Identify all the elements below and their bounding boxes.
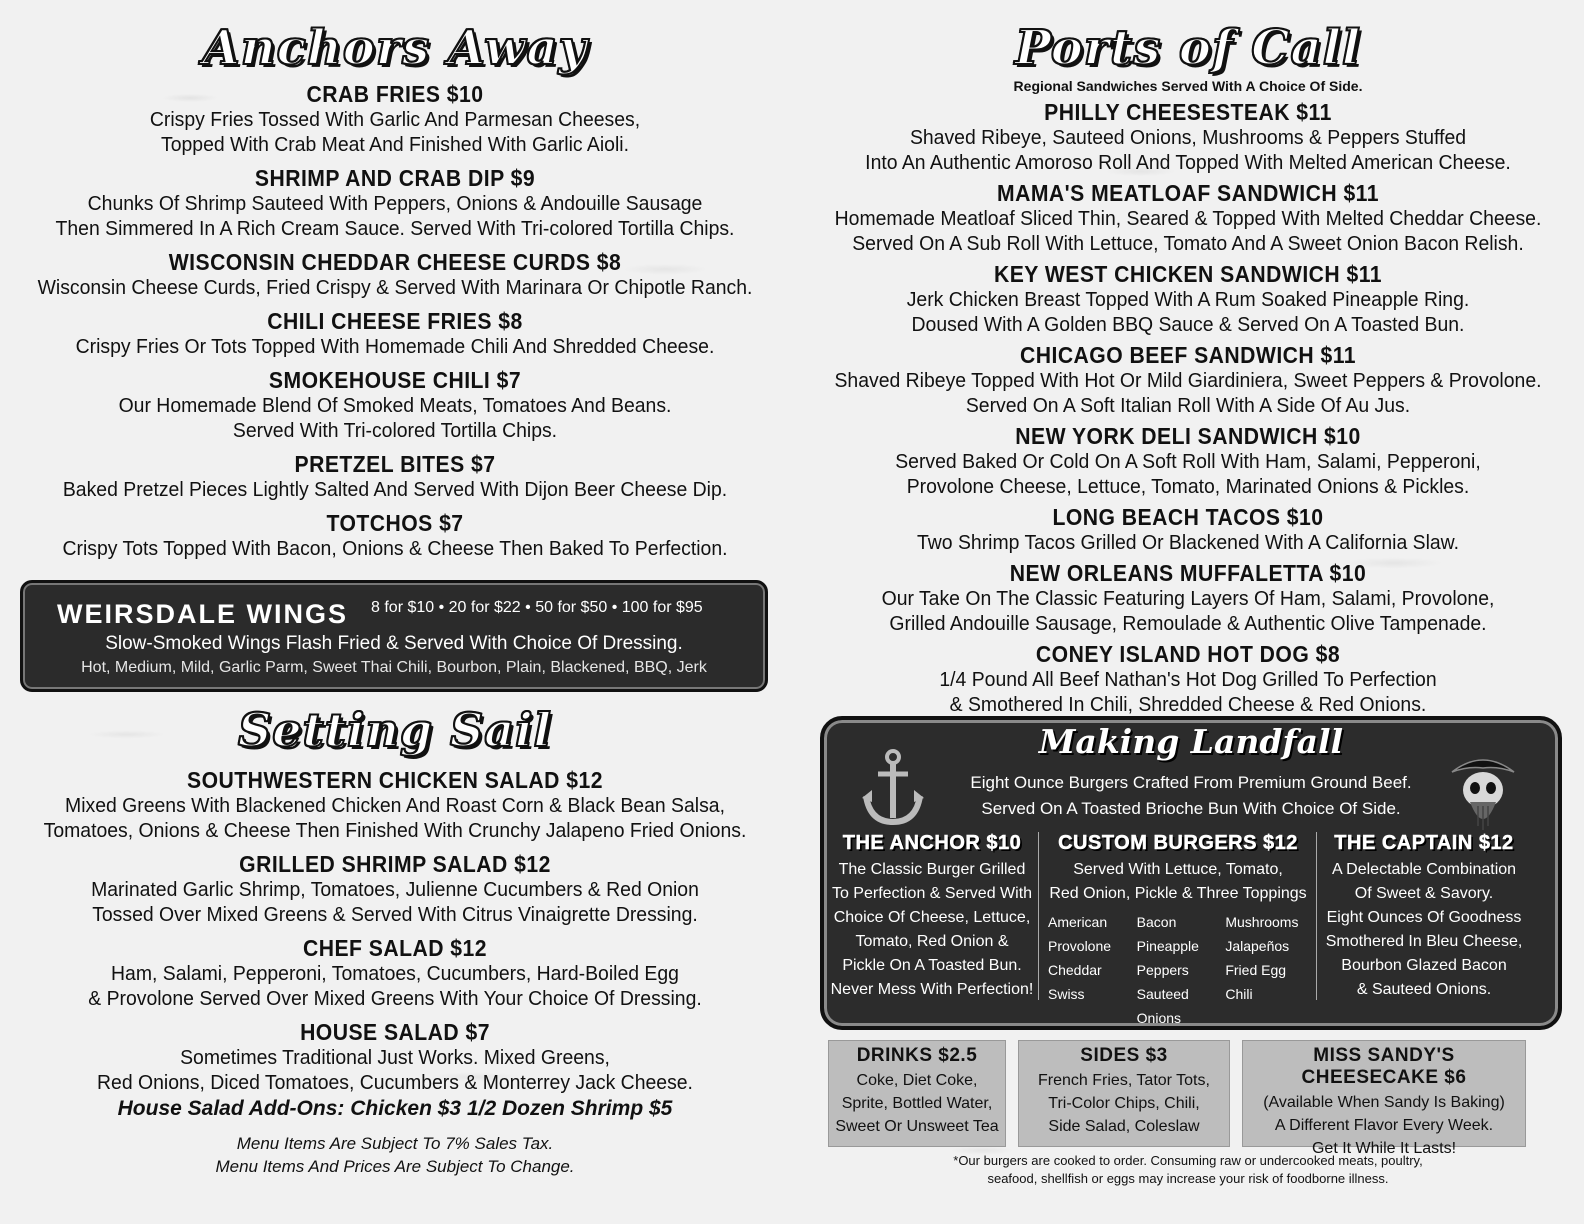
tax-note: Menu Items Are Subject To 7% Sales Tax.: [236, 1134, 554, 1153]
topping: Mushrooms: [1225, 914, 1299, 930]
topping: Bacon: [1136, 914, 1177, 930]
menu-item: [0, 509, 790, 562]
item-desc: Wisconsin Cheese Curds, Fried Crispy & Served With Marinara Or Chipotle Ranch.: [37, 277, 753, 299]
menu-item: [0, 366, 790, 444]
item-name: PRETZEL BITES $7: [294, 451, 496, 477]
item-desc: Sometimes Traditional Just Works. Mixed Greens, Red Onions, Diced Tomatoes, Cucumbers & Monterrey Jack Cheese.: [97, 1047, 693, 1094]
wings-flavors: Hot, Medium, Mild, Garlic Parm, Sweet Thai Chili, Bourbon, Plain, Blackened, BBQ, Jerk: [81, 659, 707, 676]
menu-item: [0, 307, 790, 360]
menu-item: [0, 248, 790, 301]
menu-item: [792, 98, 1584, 176]
drinks-title: DRINKS $2.5: [856, 1045, 978, 1066]
burger-name: THE CAPTAIN $12: [1334, 832, 1514, 854]
drinks-desc: Coke, Diet Coke, Sprite, Bottled Water, Sweet Or Unsweet Tea: [835, 1072, 999, 1135]
item-name: GRILLED SHRIMP SALAD $12: [239, 851, 551, 877]
topping: American: [1048, 914, 1108, 930]
topping: Chili: [1225, 986, 1253, 1002]
item-desc: 1/4 Pound All Beef Nathan's Hot Dog Grilled To Perfection & Smothered In Chili, Shredded Cheese & Red Onions.: [939, 669, 1437, 716]
drinks-box: [828, 1040, 1006, 1147]
menu-item: [792, 640, 1584, 718]
wings-panel: [20, 580, 768, 692]
wings-desc: Slow-Smoked Wings Flash Fried & Served With Choice Of Dressing.: [105, 633, 683, 654]
item-name: LONG BEACH TACOS $10: [1052, 504, 1324, 530]
sides-box: [1018, 1040, 1230, 1147]
menu-item: [0, 766, 790, 844]
topping: Provolone: [1048, 938, 1112, 954]
item-name: NEW ORLEANS MUFFALETTA $10: [1009, 560, 1367, 586]
menu-item: [792, 559, 1584, 637]
topping: Cheddar: [1048, 962, 1102, 978]
menu-item: [0, 850, 790, 928]
sides-desc: French Fries, Tator Tots, Tri-Color Chips, Chili, Side Salad, Coleslaw: [1038, 1072, 1210, 1135]
item-name: KEY WEST CHICKEN SANDWICH $11: [993, 261, 1383, 287]
item-name: WISCONSIN CHEDDAR CHEESE CURDS $8: [168, 249, 622, 275]
burger-name: CUSTOM BURGERS $12: [1058, 832, 1298, 854]
item-name: CHEF SALAD $12: [303, 935, 487, 961]
salad-addons: House Salad Add-Ons: Chicken $3 1/2 Dozen Shrimp $5: [117, 1097, 673, 1120]
burger-desc: The Classic Burger Grilled To Perfection & Served With Choice Of Cheese, Lettuce, Tomato, Red Onion & Pickle On A Toasted Bun. Never Mess With Perfection!: [830, 861, 1034, 998]
item-desc: Mixed Greens With Blackened Chicken And Roast Corn & Black Bean Salsa, Tomatoes, Onions & Cheese Then Finished With Crunchy Jalapeno Fried Onions.: [43, 795, 747, 842]
menu-item: [0, 164, 790, 242]
cheesecake-title: MISS SANDY'S CHEESECAKE $6: [1301, 1045, 1467, 1088]
item-name: HOUSE SALAD $7: [300, 1019, 490, 1045]
item-desc: Crispy Fries Tossed With Garlic And Parmesan Cheeses, Topped With Crab Meat And Finished With Garlic Aioli.: [149, 109, 641, 156]
ports-of-call-title: Ports of Call: [1014, 20, 1362, 76]
item-desc: Ham, Salami, Pepperoni, Tomatoes, Cucumbers, Hard-Boiled Egg & Provolone Served Over Mixed Greens With Your Choice Of Dressing.: [88, 963, 702, 1010]
menu-item: [0, 450, 790, 503]
burger-the-anchor: [830, 830, 1034, 1002]
item-desc: Baked Pretzel Pieces Lightly Salted And Served With Dijon Beer Cheese Dip.: [62, 479, 728, 501]
topping: Pineapple: [1136, 938, 1199, 954]
topping: Sauteed Onions: [1136, 986, 1189, 1026]
item-name: NEW YORK DELI SANDWICH $10: [1015, 423, 1361, 449]
item-desc: Shaved Ribeye Topped With Hot Or Mild Giardiniera, Sweet Peppers & Provolone. Served On A Soft Italian Roll With A Side Of Au Jus.: [834, 370, 1542, 417]
ports-of-call-subtitle: Regional Sandwiches Served With A Choice Of Side.: [1013, 78, 1363, 94]
item-desc: Shaved Ribeye, Sauteed Onions, Mushrooms & Peppers Stuffed Into An Authentic Amoroso Roll And Topped With Melted American Cheese.: [865, 127, 1511, 174]
item-name: PHILLY CHEESESTEAK $11: [1044, 99, 1332, 125]
item-desc: Chunks Of Shrimp Sauteed With Peppers, Onions & Andouille Sausage Then Simmered In A Rich Cream Sauce. Served With Tri-colored Tortilla Chips.: [55, 193, 735, 240]
topping: Swiss: [1048, 986, 1085, 1002]
burger-custom: [1042, 830, 1314, 1030]
topping: Fried Egg: [1225, 962, 1287, 978]
item-desc: Jerk Chicken Breast Topped With A Rum Soaked Pineapple Ring. Doused With A Golden BBQ Sauce & Served On A Toasted Bun.: [906, 289, 1470, 336]
burger-desc: A Delectable Combination Of Sweet & Savory. Eight Ounces Of Goodness Smothered In Bleu Cheese, Bourbon Glazed Bacon & Sauteed Onions.: [1325, 861, 1523, 998]
change-note: Menu Items And Prices Are Subject To Change.: [215, 1157, 575, 1176]
sides-title: SIDES $3: [1080, 1045, 1168, 1066]
item-name: CONEY ISLAND HOT DOG $8: [1035, 641, 1341, 667]
menu-item: [792, 179, 1584, 257]
menu-item: [792, 422, 1584, 500]
menu-item: [792, 341, 1584, 419]
item-name: SMOKEHOUSE CHILI $7: [268, 367, 522, 393]
item-desc: Our Take On The Classic Featuring Layers Of Ham, Salami, Provolone, Grilled Andouille Sausage, Remoulade & Authentic Olive Tampenade.: [881, 588, 1495, 635]
divider: [1038, 832, 1039, 1000]
menu-item: [0, 934, 790, 1012]
topping: Jalapeños: [1225, 938, 1290, 954]
toppings-grid: [1042, 910, 1314, 1030]
burger-name: THE ANCHOR $10: [842, 832, 1022, 854]
item-desc: Crispy Tots Topped With Bacon, Onions & Cheese Then Baked To Perfection.: [62, 538, 728, 560]
wings-title: WEIRSDALE WINGS: [57, 599, 348, 629]
making-landfall-panel: [820, 716, 1562, 1030]
making-landfall-desc: Eight Ounce Burgers Crafted From Premium Ground Beef. Served On A Toasted Brioche Bun With Choice Of Side.: [970, 773, 1412, 818]
item-desc: Served Baked Or Cold On A Soft Roll With Ham, Salami, Pepperoni, Provolone Cheese, Lettuce, Tomato, Marinated Onions & Pickles.: [895, 451, 1481, 498]
setting-sail-title: Setting Sail: [237, 703, 553, 757]
item-name: MAMA'S MEATLOAF SANDWICH $11: [997, 180, 1379, 206]
item-name: CHILI CHEESE FRIES $8: [267, 308, 523, 334]
food-safety-disclaimer: *Our burgers are cooked to order. Consuming raw or undercooked meats, poultry, seafood, shellfish or eggs may increase your risk of foodborne illness.: [953, 1153, 1423, 1186]
ports-of-call-list: [792, 98, 1584, 721]
anchors-away-list: [0, 80, 790, 568]
menu-item: [0, 1018, 790, 1096]
cheesecake-desc: (Available When Sandy Is Baking) A Different Flavor Every Week. Get It While It Lasts!: [1263, 1094, 1505, 1157]
wings-prices: 8 for $10 • 20 for $22 • 50 for $50 • 100 for $95: [371, 599, 703, 616]
item-name: SHRIMP AND CRAB DIP $9: [254, 165, 536, 191]
item-name: TOTCHOS $7: [326, 510, 464, 536]
burger-the-captain: [1318, 830, 1530, 1002]
cheesecake-box: [1242, 1040, 1526, 1157]
making-landfall-title: Making Landfall: [1038, 722, 1344, 761]
menu-item: [792, 503, 1584, 556]
item-desc: Our Homemade Blend Of Smoked Meats, Tomatoes And Beans. Served With Tri-colored Tortilla Chips.: [118, 395, 672, 442]
item-desc: Two Shrimp Tacos Grilled Or Blackened With A California Slaw.: [917, 532, 1459, 554]
divider: [1316, 832, 1317, 1000]
item-name: CRAB FRIES $10: [306, 81, 484, 107]
tax-notes: [0, 1132, 790, 1178]
item-name: SOUTHWESTERN CHICKEN SALAD $12: [187, 767, 603, 793]
burger-desc: Served With Lettuce, Tomato, Red Onion, Pickle & Three Toppings: [1049, 861, 1307, 902]
setting-sail-list: [0, 766, 790, 1102]
item-desc: Crispy Fries Or Tots Topped With Homemade Chili And Shredded Cheese.: [75, 336, 715, 358]
menu-item: [0, 80, 790, 158]
topping: Peppers: [1136, 962, 1189, 978]
item-desc: Homemade Meatloaf Sliced Thin, Seared & Topped With Melted Cheddar Cheese. Served On A Sub Roll With Lettuce, Tomato And A Sweet Onion Bacon Relish.: [834, 208, 1542, 255]
anchors-away-title: Anchors Away: [202, 20, 588, 76]
item-desc: Marinated Garlic Shrimp, Tomatoes, Julienne Cucumbers & Red Onion Tossed Over Mixed Greens & Served With Citrus Vinaigrette Dressing.: [91, 879, 699, 926]
item-name: CHICAGO BEEF SANDWICH $11: [1019, 342, 1357, 368]
menu-item: [792, 260, 1584, 338]
